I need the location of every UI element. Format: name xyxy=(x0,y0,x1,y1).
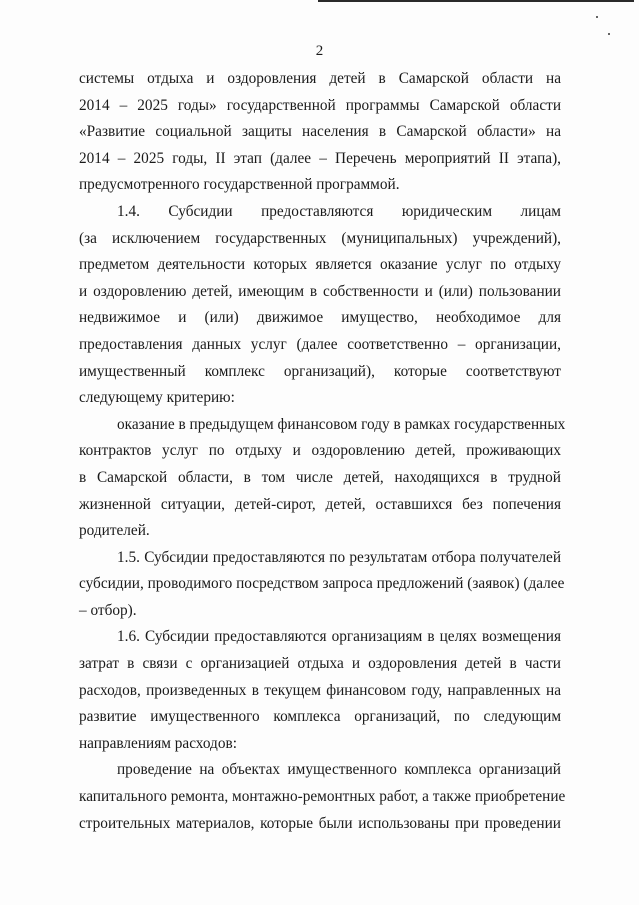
document-body xyxy=(79,66,566,837)
paragraph xyxy=(79,624,561,757)
paragraph xyxy=(79,66,561,199)
text-line: 1.6. Субсидии предоставляются организациям в целях возмещения xyxy=(117,628,561,646)
page-number: 2 xyxy=(315,43,324,59)
text-line: и оздоровлению детей, имеющим в собственности и (или) пользовании xyxy=(79,282,561,300)
text-line: направлениям расходов: xyxy=(79,734,237,752)
text-line: расходов, произведенных в текущем финансовом году, направленных на xyxy=(79,681,561,699)
text-line: родителей. xyxy=(79,522,150,540)
text-line: затрат в связи с организацией отдыха и оздоровления детей в части xyxy=(79,655,561,673)
text-line: проведение на объектах имущественного комплекса организаций xyxy=(117,761,561,779)
text-line: предоставления данных услуг (далее соответственно – организации, xyxy=(79,335,561,353)
text-line: 1.5. Субсидии предоставляются по результатам отбора получателей xyxy=(117,548,561,566)
text-line: недвижимое и (или) движимое имущество, необходимое для xyxy=(79,309,561,327)
text-line: контрактов услуг по отдыху и оздоровлению детей, проживающих xyxy=(79,442,561,460)
text-line: 1.4. Субсидии предоставляются юридическим лицам xyxy=(117,202,561,220)
text-line: в Самарской области, в том числе детей, находящихся в трудной xyxy=(79,468,561,486)
text-line: предметом деятельности которых является оказание услуг по отдыху xyxy=(79,256,561,274)
text-line: развитие имущественного комплекса организаций, по следующим xyxy=(79,708,561,726)
paragraph xyxy=(79,545,565,625)
text-line: имущественный комплекс организаций), которые соответствуют xyxy=(79,362,561,380)
text-line: жизненной ситуации, детей-сирот, детей, оставшихся без попечения xyxy=(79,495,561,513)
text-line: 2014 – 2025 годы» государственной программы Самарской области xyxy=(79,96,561,114)
text-line: 2014 – 2025 годы, II этап (далее – Перечень мероприятий II этапа), xyxy=(79,149,561,167)
paragraph xyxy=(79,412,566,545)
text-line: субсидии, проводимого посредством запроса предложений (заявок) (далее xyxy=(79,575,565,593)
scan-speck xyxy=(608,33,610,35)
text-line: оказание в предыдущем финансовом году в рамках государственных xyxy=(117,415,566,433)
text-line: (за исключением государственных (муниципальных) учреждений), xyxy=(79,229,561,247)
paragraph xyxy=(79,199,561,412)
scan-border-line xyxy=(318,0,634,2)
text-line: системы отдыха и оздоровления детей в Самарской области на xyxy=(79,70,561,87)
text-line: следующему критерию: xyxy=(79,389,235,407)
text-line: капитального ремонта, монтажно-ремонтных работ, а также приобретение xyxy=(79,788,566,806)
text-line: строительных материалов, которые были использованы при проведении xyxy=(79,814,561,832)
scan-speck xyxy=(596,16,598,18)
text-line: «Развитие социальной защиты населения в Самарской области» на xyxy=(79,123,561,141)
text-line: – отбор). xyxy=(79,601,137,619)
paragraph xyxy=(79,757,566,837)
text-line: предусмотренного государственной программой. xyxy=(79,176,400,194)
